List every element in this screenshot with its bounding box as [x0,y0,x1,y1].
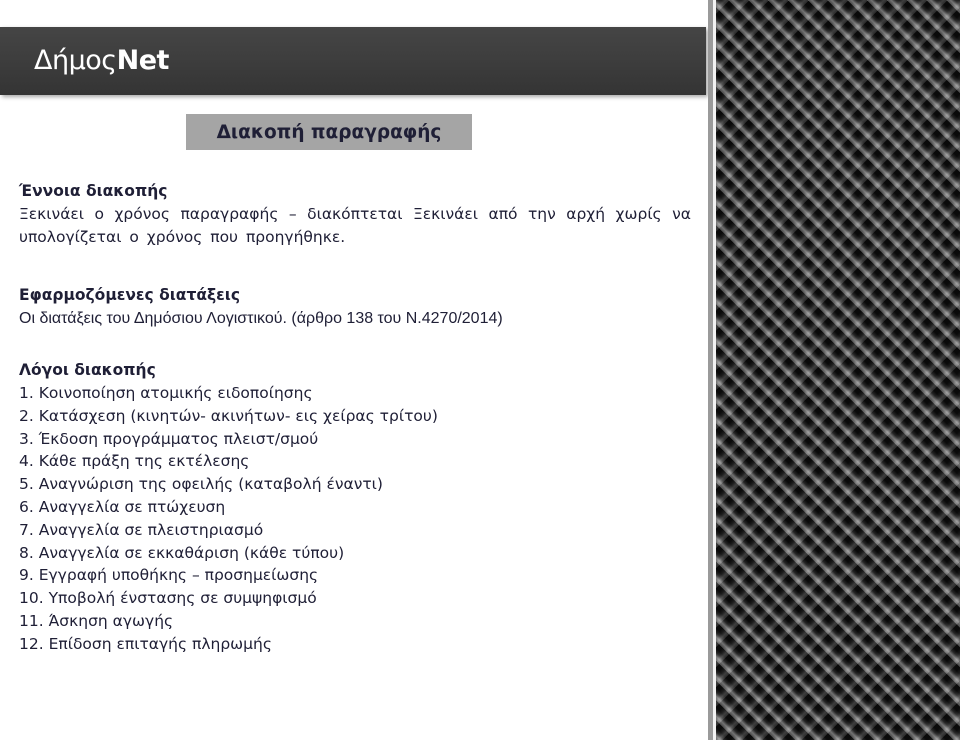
concept-text: Ξεκινάει ο χρόνος παραγραφής – διακόπτεται Ξεκινάει από την αρχή χωρίς να υπολογίζεται ο χρόνος που προηγήθηκε. [19,205,691,246]
list-item: 11. Άσκηση αγωγής [19,611,174,630]
logo [34,44,169,78]
list-item: 12. Επίδοση επιταγής πληρωμής [19,634,272,653]
carbon-fiber-panel [713,0,960,740]
list-item: 5. Αναγνώριση της οφειλής (καταβολή έναντι) [19,475,383,494]
list-item: 6. Αναγγελία σε πτώχευση [19,497,226,516]
section-provisions [19,284,691,330]
reasons-heading: Λόγοι διακοπής [19,361,156,379]
reasons-list [19,382,691,656]
page-title: Διακοπή παραγραφής [216,121,442,143]
concept-heading: Έννοια διακοπής [19,182,168,200]
list-item: 9. Εγγραφή υποθήκης – προσημείωσης [19,566,319,585]
logo-text-secondary: Net [116,45,169,76]
section-concept [19,180,691,249]
title-box [186,114,472,150]
provisions-heading: Εφαρμοζόμενες διατάξεις [19,286,241,304]
list-item: 2. Κατάσχεση (κινητών- ακινήτων- εις χείρας τρίτου) [19,406,438,425]
list-item: 7. Αναγγελία σε πλειστηριασμό [19,520,264,539]
list-item: 3. Έκδοση προγράμματος πλειστ/σμού [19,429,319,448]
list-item: 4. Κάθε πράξη της εκτέλεσης [19,452,250,471]
logo-text-primary: Δήμος [34,45,117,76]
content-body [19,180,691,656]
list-item: 8. Αναγγελία σε εκκαθάριση (κάθε τύπου) [19,543,345,562]
header-banner [0,27,706,95]
list-item: 10. Υποβολή ένστασης σε συμψηφισμό [19,589,317,608]
provisions-text: Οι διατάξεις του Δημόσιου Λογιστικού. (άρθρο 138 του Ν.4270/2014) [19,310,503,327]
list-item: 1. Κοινοποίηση ατομικής ειδοποίησης [19,384,313,402]
section-reasons [19,359,691,656]
